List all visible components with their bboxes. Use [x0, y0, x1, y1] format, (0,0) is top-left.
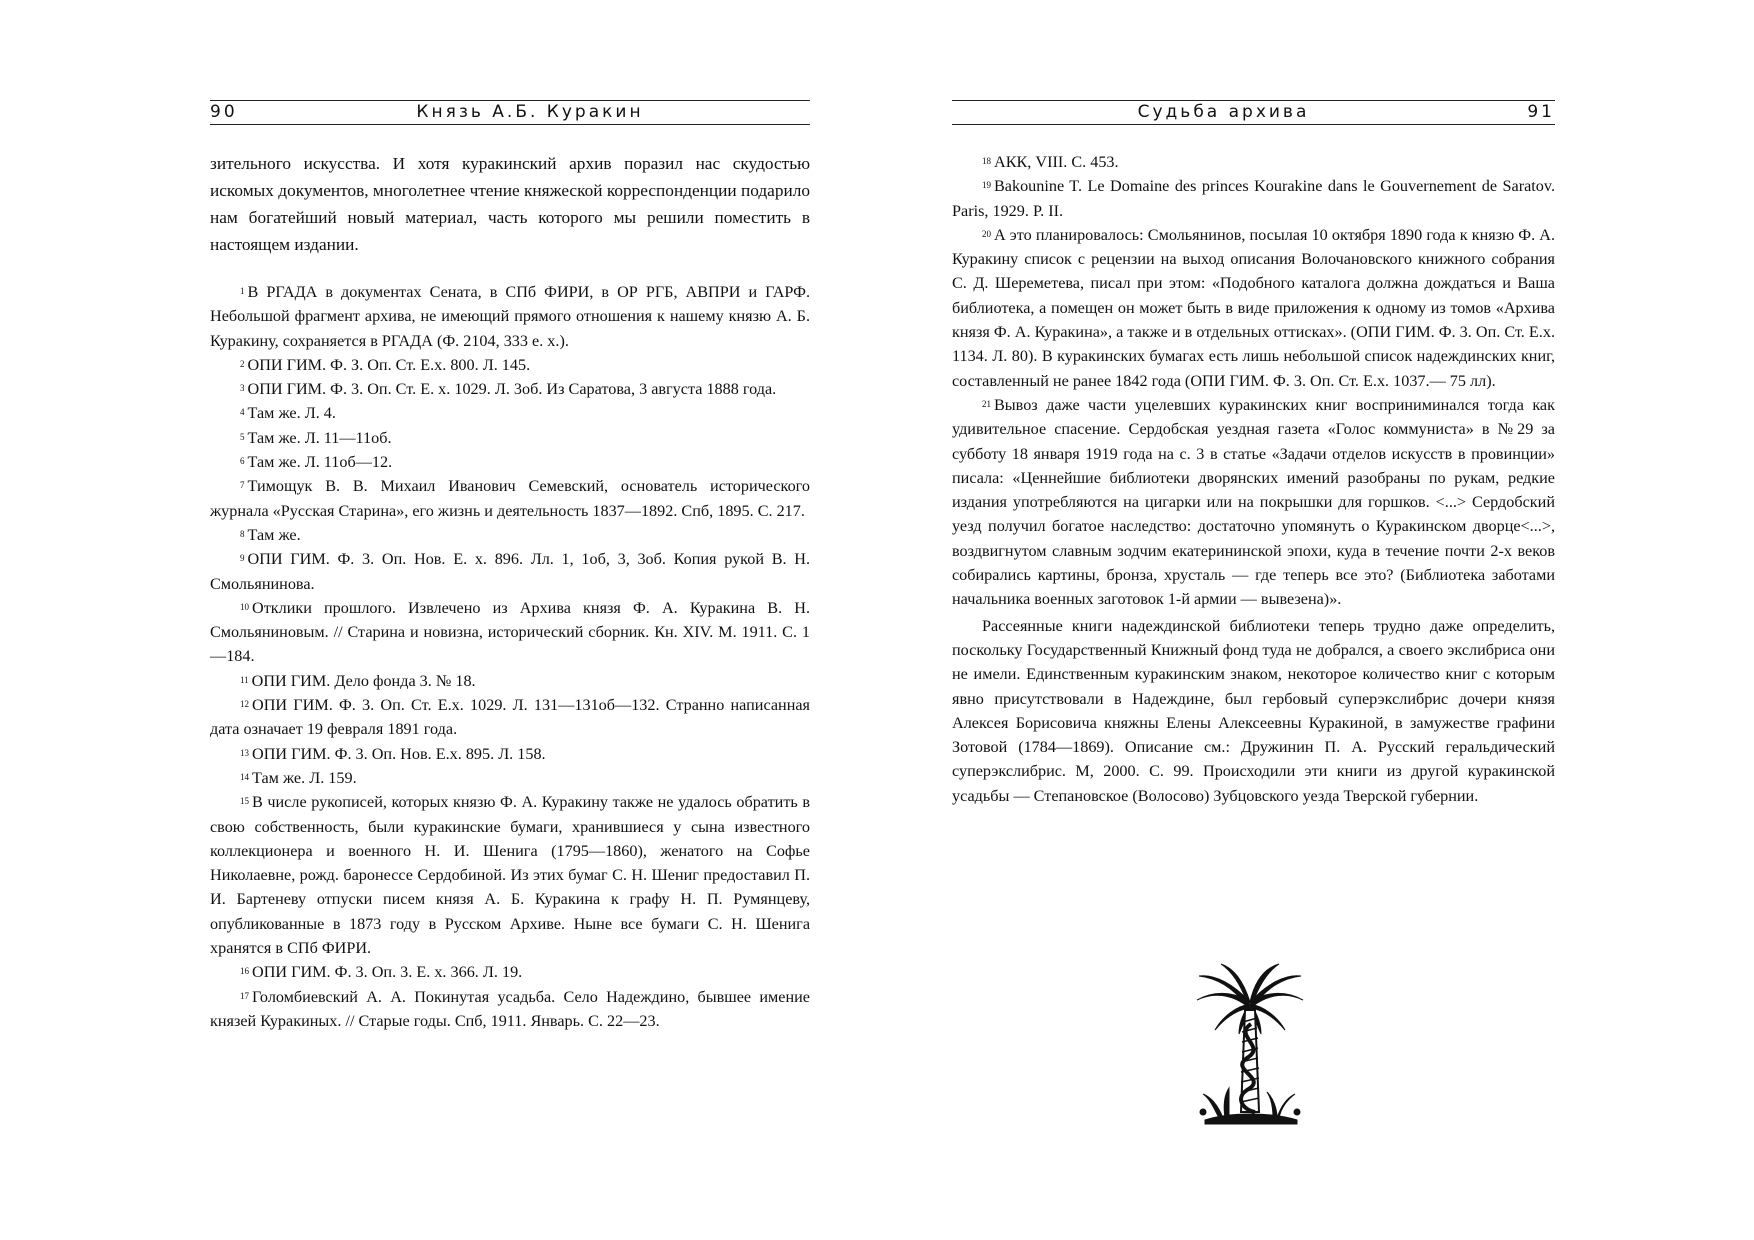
- left-body: [210, 150, 810, 1033]
- footnote-text: ОПИ ГИМ. Ф. 3. Оп. Нов. Е.х. 895. Л. 158.: [252, 744, 546, 763]
- footnote-number: 2: [240, 358, 245, 369]
- footnote-text: Bakounine T. Le Domaine des princes Kourakine dans le Gouvernement de Saratov. Paris, 1929. P. II.: [952, 177, 1555, 220]
- header-rule-bottom: [952, 124, 1555, 125]
- footnote: [210, 596, 810, 669]
- footnote-text: А это планировалось: Смольянинов, посылая 10 октября 1890 года к князю Ф. А. Куракину список с рецензии на выход описания Волочановского книжного собрания С. Д. Шереметева, писал при этом: «Подобного каталога должна дождаться и Ваша библиотека, а помещен он может быть в виде приложения к одному из томов «Архива князя Ф. А. Куракина», а также и в отдельных оттисках». (ОПИ ГИМ. Ф. 3. Оп. Ст. Е.х. 1134. Л. 80). В куракинских бумагах есть лишь небольшой список надеждинских книг, составленный не ранее 1842 года (ОПИ ГИМ. Ф. 3. Оп. Ст. Е.х. 1037.— 75 лл).: [952, 225, 1555, 390]
- footnote-number: 17: [240, 990, 249, 1001]
- footnote-text: ОПИ ГИМ. Ф. З. Оп. Ст. Е.х. 800. Л. 145.: [247, 355, 531, 374]
- left-footnotes: [210, 280, 810, 1033]
- footnote-text: ОПИ ГИМ. Ф. 3. Оп. Нов. Е. х. 896. Лл. 1, 1об, 3, 3об. Копия рукой В. Н. Смольянинова.: [210, 550, 810, 593]
- footnote: [210, 669, 810, 693]
- footnote-number: 12: [240, 699, 249, 710]
- palm-serpent-vignette-icon: [1185, 962, 1315, 1142]
- footnote: [210, 353, 810, 377]
- footnote: [210, 377, 810, 401]
- right-running-title: Судьба архива: [1137, 102, 1310, 122]
- footnote-text: ОПИ ГИМ. Дело фонда 3. № 18.: [251, 671, 476, 690]
- right-page-number: 91: [1527, 102, 1555, 122]
- footnote: [210, 523, 810, 547]
- header-rule-bottom: [210, 124, 810, 125]
- footnote-text: Там же. Л. 4.: [247, 404, 336, 423]
- right-footnotes: [952, 150, 1555, 612]
- footnote-number: 3: [240, 383, 245, 394]
- footnote-text: ОПИ ГИМ. Ф. 3. Оп. 3. Е. х. 366. Л. 19.: [252, 963, 523, 982]
- footnote-text: Вывоз даже части уцелевших куракинских книг восприниминался тогда как удивительное спасение. Сердобская уездная газета «Голос коммуниста» в №29 за субботу 18 января 1919 года на с. 3 в статье «Задачи отделов искусств в провинции» писала: «Ценнейшие библиотеки дворянских имений разобраны по рукам, редкие издания употребляются на цигарки или на покрышки для горшков. <...> Сердобский уезд получил богатое наследство: достаточно упомянуть о Куракинском дворце<...>, воздвигнутом славным зодчим екатерининской эпохи, куда в течение почти 2-х веков собирались картины, бронза, хрусталь — где теперь все это? (Библиотека заботами начальника военных заготовок 1-й армии — вывезена)».: [952, 395, 1555, 609]
- footnote-number: 4: [240, 407, 245, 418]
- right-body: [952, 150, 1555, 808]
- footnote: [210, 790, 810, 960]
- footnote-text: Там же. Л. 11—11об.: [247, 428, 392, 447]
- footnote-text: Отклики прошлого. Извлечено из Архива князя Ф. А. Куракина В. Н. Смольяниновым. // Старина и новизна, исторический сборник. Кн. XIV. М. 1911. С. 1—184.: [210, 598, 810, 666]
- footnote-number: 5: [240, 431, 245, 442]
- footnote: [210, 693, 810, 742]
- footnote: [210, 450, 810, 474]
- footnote-text: Голомбиевский А. А. Покинутая усадьба. Село Надеждино, бывшее имение князей Куракиных. // Старые годы. Спб, 1911. Январь. С. 22—23.: [210, 987, 810, 1030]
- footnote-text: В РГАДА в документах Сената, в СПб ФИРИ, в ОР РГБ, АВПРИ и ГАРФ. Небольшой фрагмент архива, не имеющий прямого отношения к нашему князю А. Б. Куракину, сохраняется в РГАДА (Ф. 2104, 333 е. х.).: [210, 283, 810, 350]
- footnote-number: 13: [240, 747, 249, 758]
- footnote-number: 11: [240, 674, 249, 685]
- footnote-number: 19: [982, 180, 991, 191]
- footnote-number: 7: [240, 480, 245, 491]
- closing-paragraph: Рассеянные книги надеждинской библиотеки теперь трудно даже определить, поскольку Государственный Книжный фонд туда не добрался, а своего экслибриса они не имели. Единственным куракинским знаком, некоторое количество книг с которым явно присутствовали в Надеждине, был гербовый суперэкслибрис дочери князя Алексея Борисовича княжны Елены Алексеевны Куракиной, в замужестве графини Зотовой (1784—1869). Описание см.: Дружинин П. А. Русский геральдический суперэкслибрис. М, 2000. С. 99. Происходили эти книги из другой куракинской усадьбы — Степановское (Волосово) Зубцовского уезда Тверской губернии.: [952, 616, 1555, 805]
- footnote: [210, 547, 810, 596]
- footnote-number: 8: [240, 528, 245, 539]
- footnote-number: 16: [240, 966, 249, 977]
- footnote: [210, 280, 810, 353]
- footnote: [952, 174, 1555, 223]
- footnote-text: ОПИ ГИМ. Ф. 3. Оп. Ст. Е.х. 1029. Л. 131—131об—132. Странно написанная дата означает 19 февраля 1891 года.: [210, 696, 810, 739]
- footnote-number: 10: [240, 601, 249, 612]
- footnote: [210, 742, 810, 766]
- footnote: [952, 150, 1555, 174]
- left-page-number: 90: [210, 102, 238, 122]
- footnote-text: ОПИ ГИМ. Ф. 3. Оп. Ст. Е. х. 1029. Л. 3об. Из Саратова, 3 августа 1888 года.: [247, 380, 777, 399]
- footnote-text: Там же. Л. 159.: [252, 768, 357, 787]
- footnote-text: Тимощук В. В. Михаил Иванович Семевский, основатель исторического журнала «Русская Старина», его жизнь и деятельность 1837—1892. Спб, 1895. С. 217.: [210, 477, 810, 520]
- footnote-text: Там же. Л. 11об—12.: [247, 453, 393, 472]
- footnote-text: Там же.: [247, 525, 301, 544]
- footnote: [210, 960, 810, 984]
- footnote-number: 1: [240, 286, 245, 296]
- footnote-number: 18: [982, 156, 991, 166]
- footnote-number: 20: [982, 228, 991, 239]
- footnote-number: 15: [240, 796, 249, 807]
- left-running-header: [210, 101, 810, 123]
- footnote-number: 14: [240, 771, 249, 782]
- footnote: [210, 474, 810, 523]
- footnote: [952, 393, 1555, 612]
- footnote-number: 6: [240, 456, 245, 467]
- footnote: [210, 401, 810, 425]
- footnote-text: АКК, VIII. С. 453.: [994, 153, 1119, 171]
- footnote: [210, 766, 810, 790]
- right-running-header: [952, 101, 1555, 123]
- footnote: [952, 223, 1555, 393]
- footnote-number: 21: [982, 398, 991, 409]
- footnote-number: 9: [240, 553, 245, 564]
- footnote: [210, 985, 810, 1034]
- footnote-text: В числе рукописей, которых князю Ф. А. Куракину также не удалось обратить в свою собственность, были куракинские бумаги, хранившиеся у сына известного коллекционера и военного Н. И. Шенига (1795—1860), женатого на Софье Николаевне, рожд. баронессе Сердобиной. Из этих бумаг С. Н. Шениг предоставил П. И. Бартеневу отпуски писем князя А. Б. Куракина к графу Н. П. Румянцеву, опубликованные в 1873 году в Русском Архиве. Ныне все бумаги С. Н. Шенига хранятся в СПб ФИРИ.: [210, 793, 810, 958]
- footnote: [210, 426, 810, 450]
- main-paragraph: зительного искусства. И хотя куракинский архив поразил нас скудостью искомых документов, многолетнее чтение княжеской корреспонденции подарило нам богатейший новый материал, часть которого мы решили поместить в настоящем издании.: [210, 154, 810, 254]
- left-running-title: Князь А.Б. Куракин: [416, 102, 644, 122]
